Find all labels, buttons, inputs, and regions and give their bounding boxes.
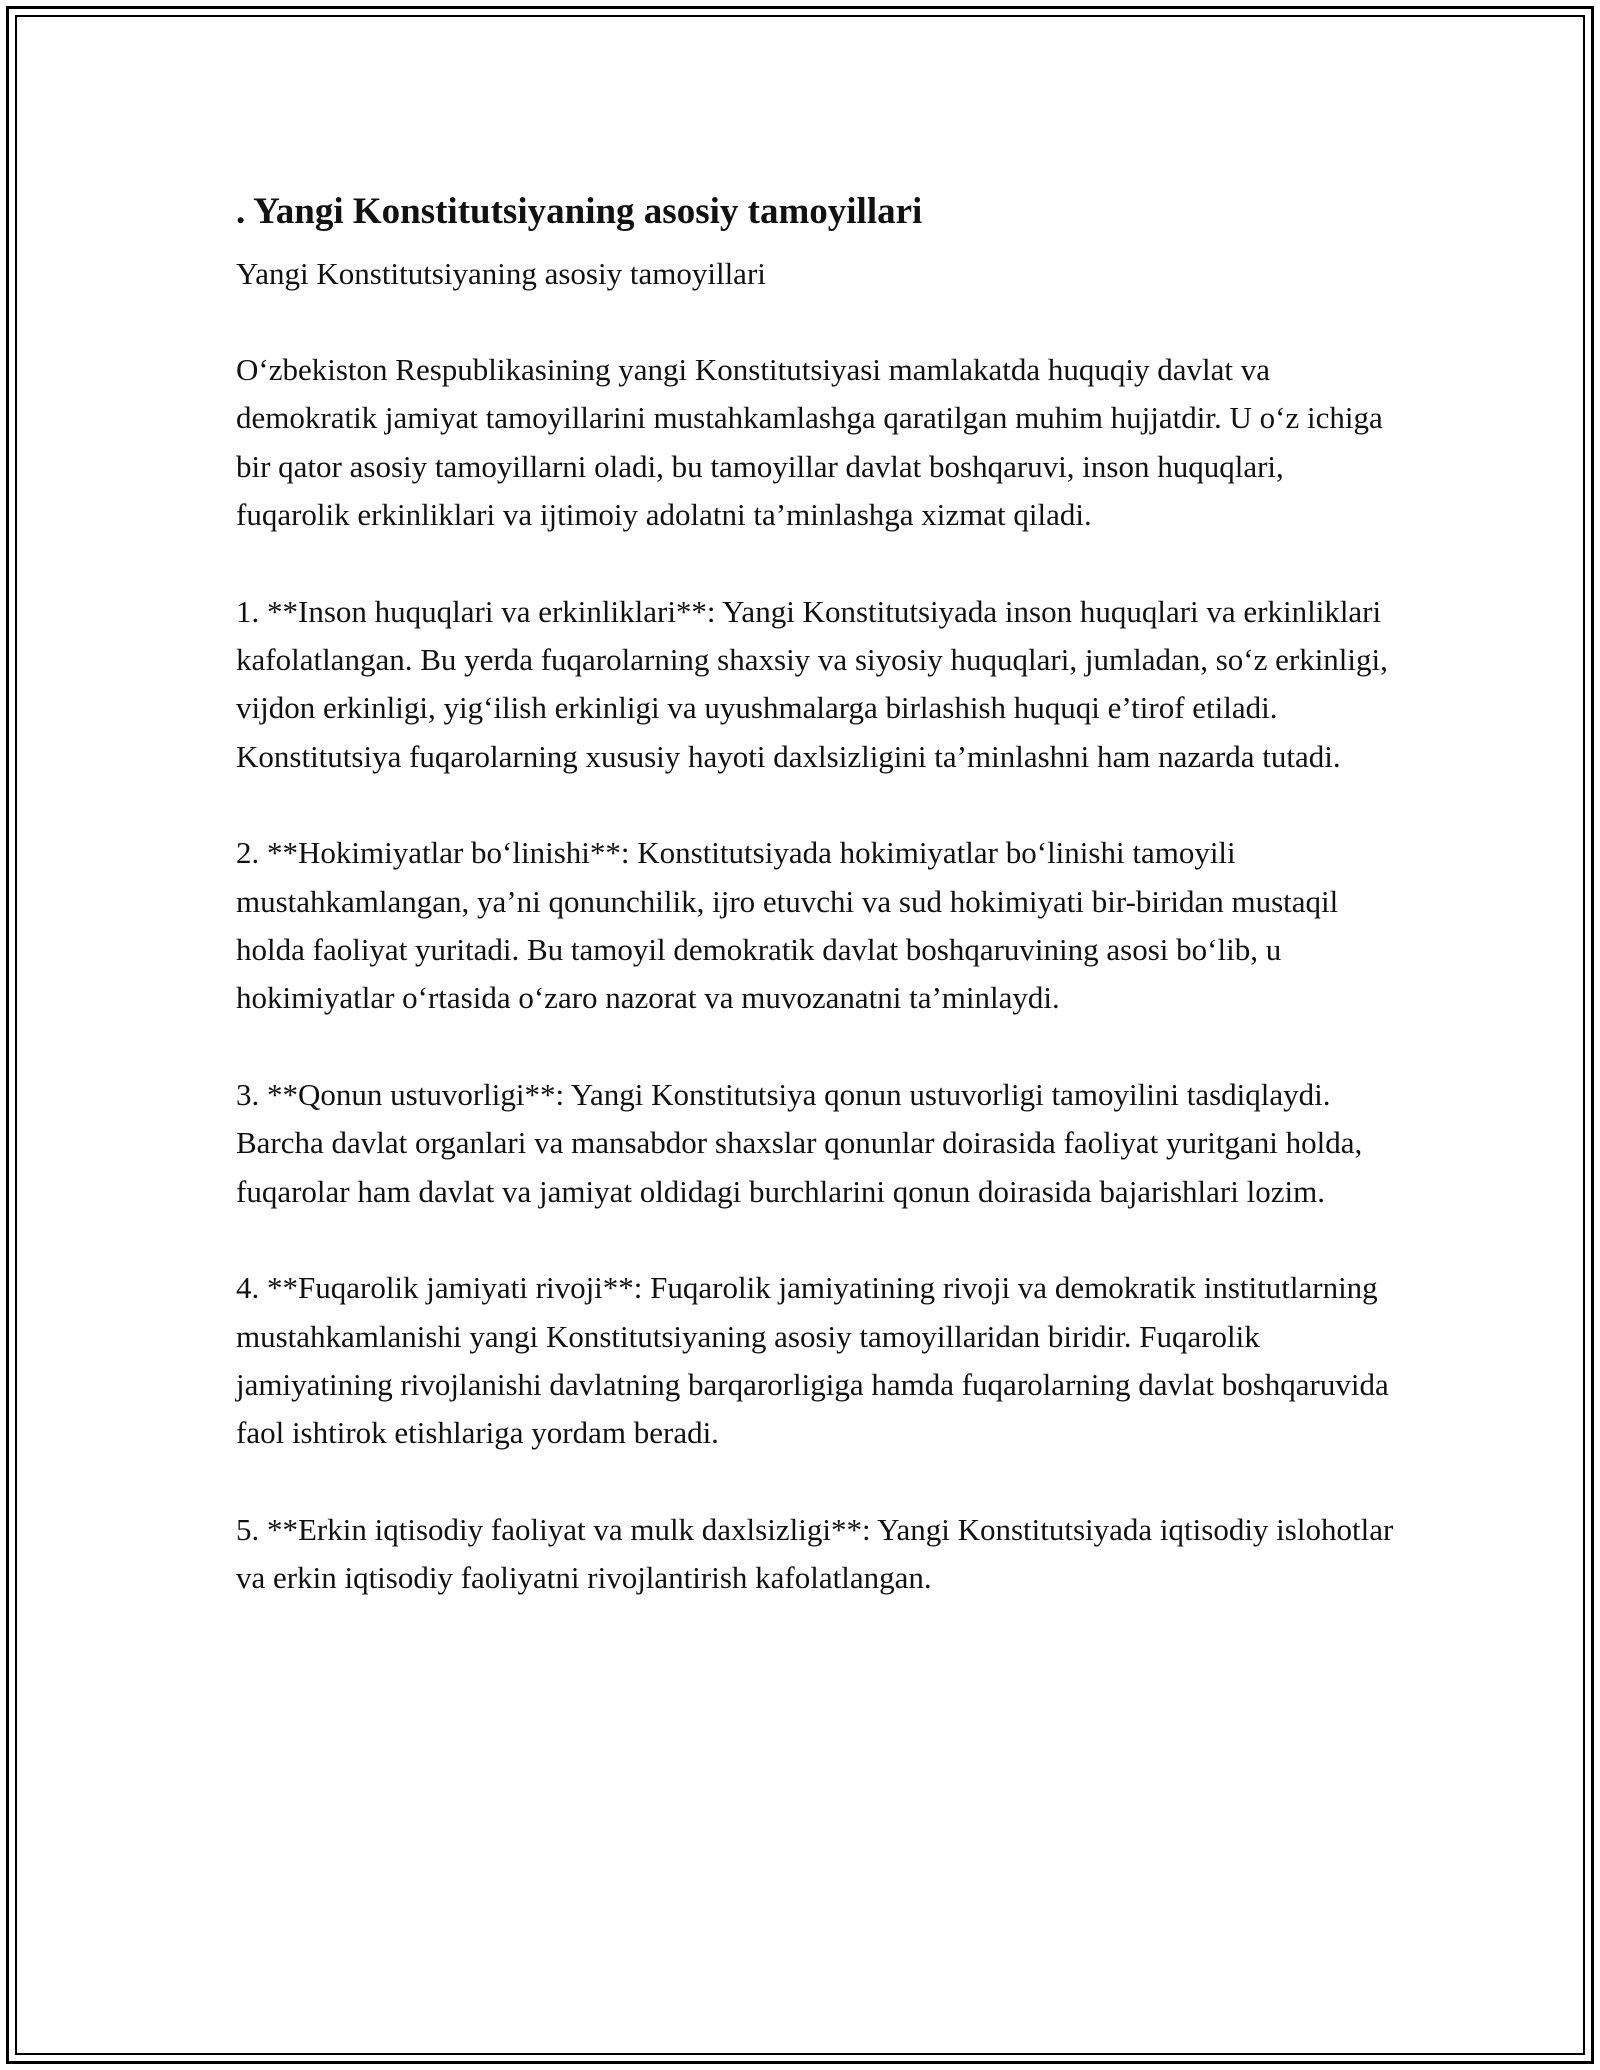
paragraph-free-economy: 5. **Erkin iqtisodiy faoliyat va mulk daxlsizligi**: Yangi Konstitutsiyada iqtisodiy islohotlar va erkin iqtisodiy faoliyatni rivojlantirish kafolatlangan. — [236, 1511, 1394, 1596]
paragraph-civil-society: 4. **Fuqarolik jamiyati rivoji**: Fuqarolik jamiyatining rivoji va demokratik institutlarning mustahkamlanishi yangi Konstitutsiyaning asosiy tamoyillaridan biridir. Fuqarolik jamiyatining rivojlanishi davlatning barqarorligiga hamda fuqarolarning davlat boshqaruvida faol ishtirok etishlariga yordam beradi. — [236, 1270, 1389, 1451]
paragraph-separation-of-powers: 2. **Hokimiyatlar bo‘linishi**: Konstitutsiyada hokimiyatlar bo‘linishi tamoyili mustahkamlangan, ya’ni qonunchilik, ijro etuvchi va sud hokimiyati bir-biridan mustaqil holda faoliyat yuritadi. Bu tamoyil demokratik davlat boshqaruvining asosi bo‘lib, u hokimiyatlar o‘rtasida o‘zaro nazorat va muvozanatni ta’minlaydi. — [236, 835, 1339, 1016]
document-body — [236, 186, 1396, 1651]
paragraph-rule-of-law: 3. **Qonun ustuvorligi**: Yangi Konstitutsiya qonun ustuvorligi tamoyilini tasdiqlaydi. Barcha davlat organlari va mansabdor shaxslar qonunlar doirasida faoliyat yuritgani holda, fuqarolar ham davlat va jamiyat oldidagi burchlarini qonun doirasida bajarishlari lozim. — [236, 1076, 1363, 1209]
document-heading: . Yangi Konstitutsiyaning asosiy tamoyillari — [236, 191, 923, 232]
paragraph-human-rights: 1. **Inson huquqlari va erkinliklari**: Yangi Konstitutsiyada inson huquqlari va erkinliklari kafolatlangan. Bu yerda fuqarolarning shaxsiy va siyosiy huquqlari, jumladan, so‘z erkinligi, vijdon erkinligi, yig‘ilish erkinligi va uyushmalarga birlashish huquqi e’tirof etiladi. Konstitutsiya fuqarolarning xususiy hayoti daxlsizligini ta’minlashni ham nazarda tutadi. — [236, 593, 1388, 774]
intro-paragraph: O‘zbekiston Respublikasining yangi Konstitutsiyasi mamlakatda huquqiy davlat va demokratik jamiyat tamoyillarini mustahkamlashga qaratilgan muhim hujjatdir. U o‘z ichiga bir qator asosiy tamoyillarni oladi, bu tamoyillar davlat boshqaruvi, inson huquqlari, fuqarolik erkinliklari va ijtimoiy adolatni ta’minlashga xizmat qiladi. — [236, 352, 1383, 533]
document-subtitle: Yangi Konstitutsiyaning asosiy tamoyillari — [236, 256, 766, 291]
